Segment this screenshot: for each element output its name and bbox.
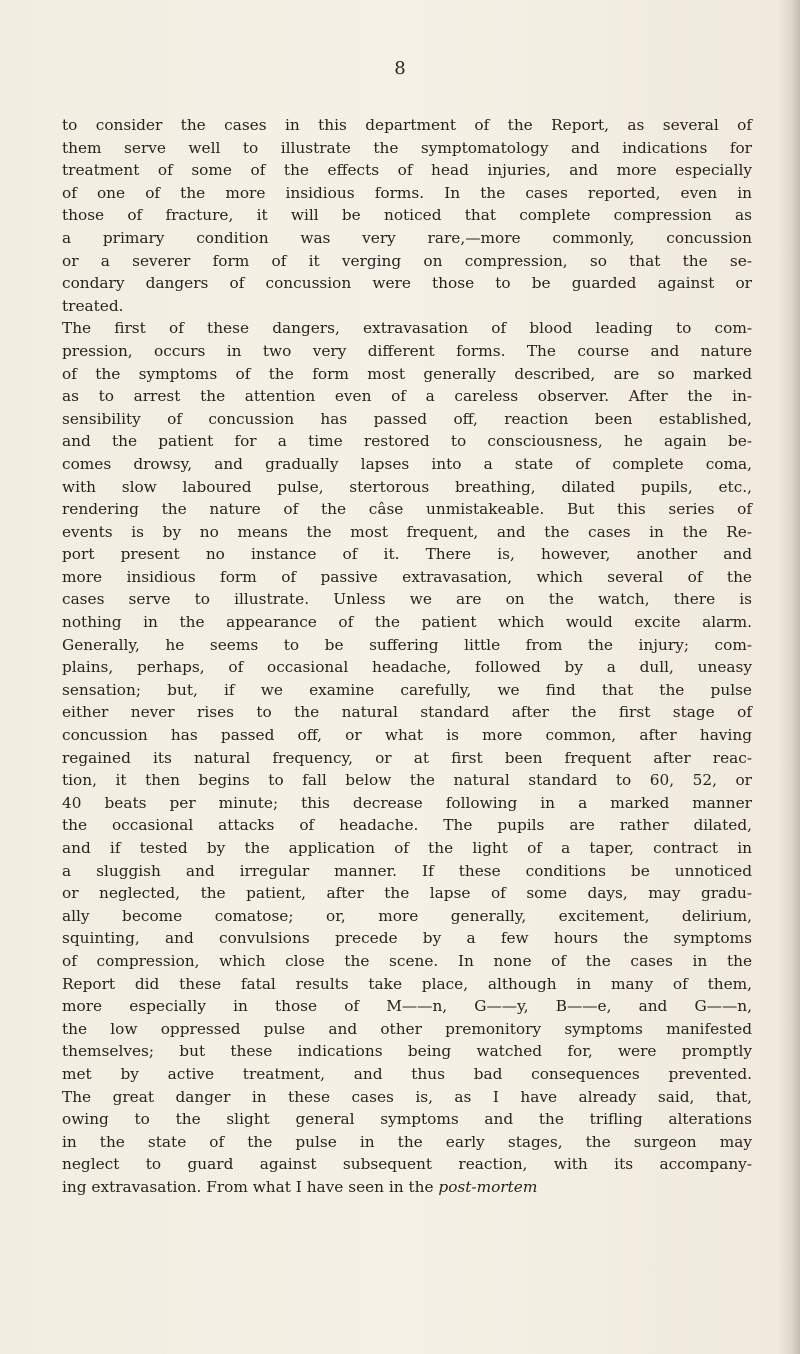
text-line: events is by no means the most frequent, and the cases in the Re- [62, 522, 752, 541]
text-line: met by active treatment, and thus bad consequences prevented. [62, 1064, 752, 1083]
text-line: more especially in those of M——n, G——y, B——e, and G——n, [62, 997, 752, 1016]
text-line: rendering the nature of the câse unmistakeable. But this series of [62, 500, 752, 519]
text-line: as to arrest the attention even of a careless observer. After the in- [62, 387, 752, 406]
text-line: cases serve to illustrate. Unless we are on the watch, there is [62, 590, 752, 609]
text-line: or neglected, the patient, after the lapse of some days, may gradu- [62, 884, 752, 903]
text-line: neglect to guard against subsequent reaction, with its accompany- [62, 1155, 752, 1174]
page-number: 8 [394, 58, 406, 79]
text-line: a primary condition was very rare,—more commonly, concussion [62, 228, 752, 247]
text-line: of one of the more insidious forms. In the cases reported, even in [62, 183, 752, 202]
text-line: squinting, and convulsions precede by a few hours the symptoms [62, 929, 752, 948]
text-line: treatment of some of the effects of head injuries, and more especially [62, 161, 752, 180]
text-line: with slow laboured pulse, stertorous breathing, dilated pupils, etc., [62, 477, 752, 496]
text-line: plains, perhaps, of occasional headache, followed by a dull, uneasy [62, 658, 752, 677]
text-line: them serve well to illustrate the symptomatology and indications for [62, 138, 752, 157]
text-line: of the symptoms of the form most generally described, are so marked [62, 364, 752, 383]
text-line: tion, it then begins to fall below the natural standard to 60, 52, or [62, 771, 752, 790]
text-line: port present no instance of it. There is, however, another and [62, 545, 752, 564]
text-line: 40 beats per minute; this decrease following in a marked manner [62, 793, 752, 812]
text-line: Generally, he seems to be suffering little from the injury; com- [62, 635, 752, 654]
text-line: the occasional attacks of headache. The pupils are rather dilated, [62, 816, 752, 835]
text-line: to consider the cases in this department of the Report, as several of [62, 116, 752, 134]
text-line: treated. [62, 296, 124, 315]
text-line: themselves; but these indications being watched for, were promptly [62, 1042, 752, 1061]
text-line: condary dangers of concussion were those to be guarded against or [62, 274, 752, 293]
text-line: sensation; but, if we examine carefully, we find that the pulse [62, 680, 752, 699]
text-line: or a severer form of it verging on compression, so that the se- [62, 251, 752, 270]
text-line: more insidious form of passive extravasation, which several of the [62, 567, 752, 586]
text-line: ally become comatose; or, more generally, excitement, delirium, [62, 906, 752, 925]
text-line: and the patient for a time restored to consciousness, he again be- [62, 432, 752, 451]
body-text [62, 114, 752, 1199]
text-line-final-italic: post-mortem [438, 1177, 538, 1196]
text-line: regained its natural frequency, or at first been frequent after reac- [62, 748, 752, 767]
text-line: either never rises to the natural standard after the first stage of [62, 703, 752, 722]
text-line-final-roman: ing extravasation. From what I have seen in the [62, 1177, 439, 1196]
text-line: Report did these fatal results take place, although in many of them, [62, 974, 752, 993]
text-line: the low oppressed pulse and other premonitory symptoms manifested [62, 1019, 752, 1038]
page-edge-shadow [778, 0, 800, 1354]
text-line: a sluggish and irregular manner. If these conditions be unnoticed [62, 861, 752, 880]
text-line: nothing in the appearance of the patient which would excite alarm. [62, 613, 752, 632]
text-line: sensibility of concussion has passed off, reaction been established, [62, 409, 752, 428]
text-line: The great danger in these cases is, as I have already said, that, [62, 1087, 752, 1106]
text-line-final [62, 1176, 752, 1199]
text-line: in the state of the pulse in the early stages, the surgeon may [62, 1132, 752, 1151]
text-line: The first of these dangers, extravasation of blood leading to com- [62, 319, 752, 338]
text-line: owing to the slight general symptoms and the trifling alterations [62, 1110, 752, 1129]
text-line: those of fracture, it will be noticed that complete compression as [62, 206, 752, 225]
text-line: of compression, which close the scene. In none of the cases in the [62, 951, 752, 970]
text-line: concussion has passed off, or what is more common, after having [62, 726, 752, 745]
text-line: comes drowsy, and gradually lapses into a state of complete coma, [62, 454, 752, 473]
text-line: pression, occurs in two very different forms. The course and nature [62, 341, 752, 360]
text-line: and if tested by the application of the light of a taper, contract in [62, 839, 752, 857]
